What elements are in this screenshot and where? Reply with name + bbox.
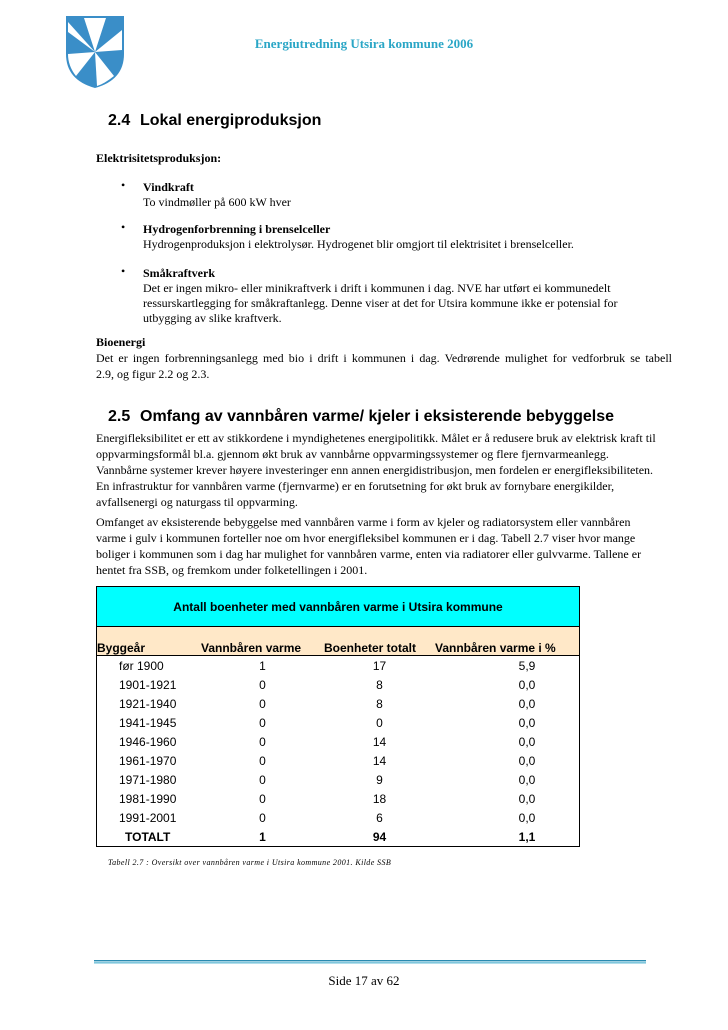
table-cell: 0	[376, 715, 383, 730]
bioenergi-heading: Bioenergi	[96, 335, 146, 349]
paragraph-line: Energifleksibilitet er ett av stikkordene i myndighetenes energipolitikk. Målet er å redusere bruk av elektrisk kraft til	[96, 431, 656, 445]
table-row	[97, 675, 580, 694]
table-row	[97, 694, 580, 713]
header-cell: Vannbåren varme	[201, 627, 324, 656]
bullet-text: To vindmøller på 600 kW hver	[143, 195, 291, 209]
vannbaren-varme-table	[96, 586, 580, 847]
paragraph-line: avfallsenergi og naturgass til oppvarming.	[96, 495, 298, 509]
bioenergi-line: Det er ingen forbrenningsanlegg med bio i drift i kommunen i dag. Vedrørende mulighet for vedforbruk se tabell	[96, 351, 672, 365]
paragraph-line: En infrastruktur for vannbåren varme (fjernvarme) er en forutsetning for økt bruk av fornybare energikilder,	[96, 479, 615, 493]
table-cell: før 1900	[97, 656, 202, 676]
table-cell: 0	[259, 715, 266, 730]
table-title-cell: Antall boenheter med vannbåren varme i Utsira kommune	[97, 587, 580, 627]
paragraph-line: hentet fra SSB, og fremkom under folketellingen i 2001.	[96, 563, 368, 577]
table-cell: 1	[259, 658, 266, 673]
page-number: Side 17 av 62	[328, 973, 400, 988]
table-cell: 0,0	[435, 808, 580, 827]
table-row	[97, 789, 580, 808]
table-cell: 1971-1980	[97, 770, 202, 789]
table-cell: 0	[259, 791, 266, 806]
table-cell: 6	[376, 810, 383, 825]
table-cell: 1946-1960	[97, 732, 202, 751]
table-cell: 1	[201, 827, 324, 847]
section-2-4-heading	[108, 112, 321, 130]
table-cell: 0,0	[435, 675, 580, 694]
bullet-title: Vindkraft	[143, 180, 194, 194]
bullet-line: utbygging av slike kraftverk.	[143, 311, 282, 325]
bioenergi-block	[96, 334, 672, 382]
table-cell: 8	[376, 677, 383, 692]
bullet-hydrogen	[143, 222, 663, 252]
municipality-coat-of-arms-logo	[64, 14, 126, 90]
table-cell: 0	[259, 677, 266, 692]
bioenergi-line: 2.9, og figur 2.2 og 2.3.	[96, 367, 210, 381]
table-row	[97, 770, 580, 789]
header-cell: Vannbåren varme i %	[435, 627, 580, 656]
bullet-line: ressurskartlegging for småkraftanlegg. Denne viser at det for Utsira kommune ikke er potensial for	[143, 296, 618, 310]
table-header-row	[97, 627, 580, 656]
bullet-line: Det er ingen mikro- eller minikraftverk i drift i kommunen i dag. NVE har utført ei kommunedelt	[143, 281, 611, 295]
table-cell: 0,0	[435, 751, 580, 770]
bullet-icon: •	[121, 178, 126, 192]
header-title: Energiutredning Utsira kommune 2006	[254, 36, 474, 51]
table-cell: 0,0	[435, 732, 580, 751]
bullet-icon: •	[121, 220, 126, 234]
table-cell: 0	[259, 810, 266, 825]
header-cell: Byggeår	[97, 627, 202, 656]
table-cell: 1961-1970	[97, 751, 202, 770]
section-number: 2.5	[108, 408, 131, 425]
elektrisitet-subheading: Elektrisitetsproduksjon:	[96, 151, 222, 165]
table-cell: 8	[376, 696, 383, 711]
table-row	[97, 808, 580, 827]
table-cell: 5,9	[435, 656, 580, 676]
paragraph-line: boliger i kommunen som i dag har mulighet for vannbåren varme, enten via radiatorer eller gulvvarme. Tallene er	[96, 547, 642, 561]
table-cell: 94	[324, 827, 435, 847]
table-row	[97, 751, 580, 770]
table-cell: 0	[259, 753, 266, 768]
bullet-title: Hydrogenforbrenning i brenselceller	[143, 222, 331, 236]
table-caption: Tabell 2.7 : Oversikt over vannbåren varme i Utsira kommune 2001. Kilde SSB	[108, 858, 392, 867]
table-cell: 1981-1990	[97, 789, 202, 808]
table-cell: 0	[259, 696, 266, 711]
bullet-title: Småkraftverk	[143, 266, 215, 280]
bullet-icon: •	[121, 264, 126, 278]
table-cell: TOTALT	[97, 827, 202, 847]
table-cell: 0	[259, 772, 266, 787]
paragraph-line: Omfanget av eksisterende bebyggelse med vannbåren varme i form av kjeler og radiatorsystem eller vannbåren	[96, 515, 631, 529]
intro-paragraph-1	[96, 430, 676, 510]
section-number: 2.4	[108, 112, 131, 129]
paragraph-line: oppvarmingsformål bl.a. gjennom økt bruk av vannbårne oppvarmingssystemer og flere fjernvarmeanlegg.	[96, 447, 609, 461]
table-cell: 14	[372, 734, 387, 749]
table-cell: 17	[372, 658, 387, 673]
bullet-vindkraft	[143, 180, 663, 210]
table-cell: 1941-1945	[97, 713, 202, 732]
table-cell: 1901-1921	[97, 675, 202, 694]
bullet-smakraft	[143, 266, 663, 326]
section-title: Omfang av vannbåren varme/ kjeler i eksisterende bebyggelse	[140, 408, 614, 425]
table-cell: 18	[372, 791, 387, 806]
table-cell: 9	[376, 772, 383, 787]
table-row	[97, 656, 580, 676]
table-total-row	[97, 827, 580, 847]
bullet-text: Hydrogenproduksjon i elektrolysør. Hydrogenet blir omgjort til elektrisitet i brenselceller.	[143, 237, 574, 251]
table-cell: 1921-1940	[97, 694, 202, 713]
section-2-5-heading	[108, 408, 614, 426]
header-cell: Boenheter totalt	[324, 627, 435, 656]
table-cell: 14	[372, 753, 387, 768]
paragraph-line: varme i gulv i kommunen forteller noe om hvor energifleksibel kommunen er i dag. Tabell 2.7 viser hvor mange	[96, 531, 636, 545]
footer-rule	[94, 960, 646, 964]
table-cell: 0,0	[435, 789, 580, 808]
table-cell: 0,0	[435, 770, 580, 789]
table-cell: 0,0	[435, 713, 580, 732]
table-row	[97, 713, 580, 732]
table-cell: 1,1	[435, 827, 580, 847]
table-row	[97, 732, 580, 751]
section-title: Lokal energiproduksjon	[140, 112, 322, 129]
intro-paragraph-2	[96, 514, 676, 578]
table-cell: 0	[259, 734, 266, 749]
paragraph-line: Vannbårne systemer krever høyere investeringer enn annen energidistribusjon, men fordelen er energifleksibiliteten.	[96, 463, 654, 477]
table-cell: 0,0	[435, 694, 580, 713]
table-cell: 1991-2001	[97, 808, 202, 827]
